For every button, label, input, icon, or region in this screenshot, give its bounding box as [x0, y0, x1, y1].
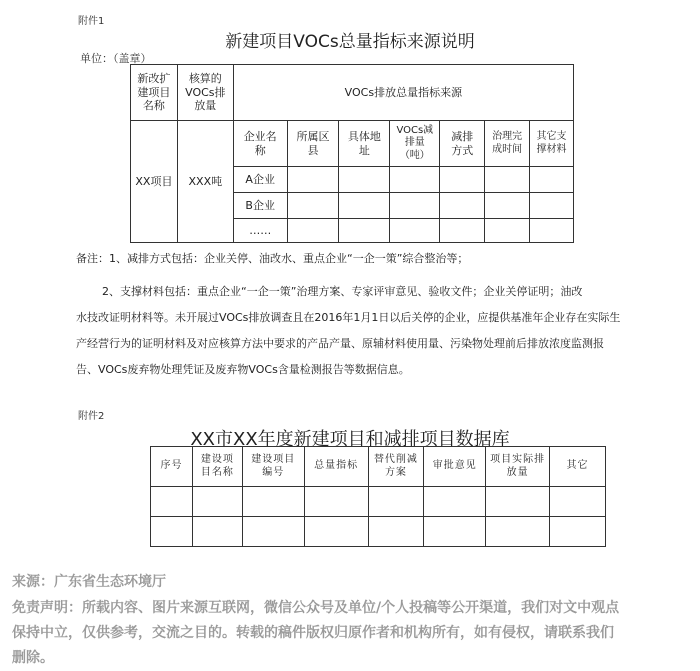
header-materials: 其它支撑材料 — [530, 121, 574, 167]
attachment-1-label: 附件1 — [78, 16, 105, 27]
project-database-table — [150, 446, 606, 547]
col-serial: 序号 — [151, 447, 193, 487]
col-total-quota: 总量指标 — [304, 447, 368, 487]
vocs-source-table — [130, 64, 574, 243]
header-project-name: 新改扩建项目名称 — [131, 65, 178, 121]
col-project-number: 建设项目编号 — [242, 447, 304, 487]
unit-label: 单位：（盖章） — [80, 52, 152, 65]
header-vocs-source: VOCs排放总量指标来源 — [233, 65, 573, 121]
header-address: 具体地址 — [339, 121, 390, 167]
table-row — [151, 487, 606, 517]
col-project-name: 建设项目名称 — [192, 447, 242, 487]
vocs-amount-cell: XXX吨 — [177, 121, 233, 243]
note-1: 备注：1、减排方式包括：企业关停、油改水、重点企业“一企一策”综合整治等； — [76, 252, 469, 265]
header-district: 所属区县 — [287, 121, 339, 167]
header-vocs-amount: 核算的VOCs排放量 — [177, 65, 233, 121]
header-reduction: VOCs减排量（吨） — [390, 121, 440, 167]
note-2-line-1: 2、支撑材料包括：重点企业“一企一策”治理方案、专家评审意见、验收文件；企业关停证明；油改 — [102, 285, 583, 298]
note-2-line-4: 告、VOCs废弃物处理凭证及废弃物VOCs含量检测报告等数据信息。 — [76, 363, 410, 376]
header-company: 企业名称 — [233, 121, 287, 167]
col-approval: 审批意见 — [424, 447, 486, 487]
company-row-b: B企业 — [233, 193, 287, 219]
table-row — [151, 517, 606, 547]
col-actual-emission: 项目实际排放量 — [486, 447, 550, 487]
project-name-cell: XX项目 — [131, 121, 178, 243]
header-time: 治理完成时间 — [485, 121, 530, 167]
disclaimer-line-2: 保持中立，仅供参考，交流之目的。转载的稿件版权归原作者和机构所有，如有侵权，请联系我们 — [12, 625, 614, 641]
note-2-line-3: 产经营行为的证明材料及对应核算方法中要求的产品产量、原辅材料使用量、污染物处理前后排放浓度监测报 — [76, 337, 604, 350]
col-other: 其它 — [550, 447, 606, 487]
table-2-title: XX市XX年度新建项目和减排项目数据库 — [190, 429, 510, 450]
disclaimer-line-3: 删除。 — [12, 650, 54, 666]
attachment-2-label: 附件2 — [78, 411, 105, 422]
company-row-a: A企业 — [233, 167, 287, 193]
table-1-title: 新建项目VOCs总量指标来源说明 — [225, 32, 475, 52]
source-line: 来源：广东省生态环境厅 — [12, 574, 166, 590]
company-row-more: …… — [233, 219, 287, 243]
disclaimer-line-1: 免责声明：所载内容、图片来源互联网，微信公众号及单位/个人投稿等公开渠道，我们对文中观点 — [12, 600, 620, 616]
note-2-line-2: 水技改证明材料等。未开展过VOCs排放调查且在2016年1月1日以后关停的企业，应提供基准年企业存在实际生 — [76, 311, 621, 324]
col-reduction-plan: 替代削减方案 — [368, 447, 424, 487]
header-method: 减排方式 — [440, 121, 485, 167]
